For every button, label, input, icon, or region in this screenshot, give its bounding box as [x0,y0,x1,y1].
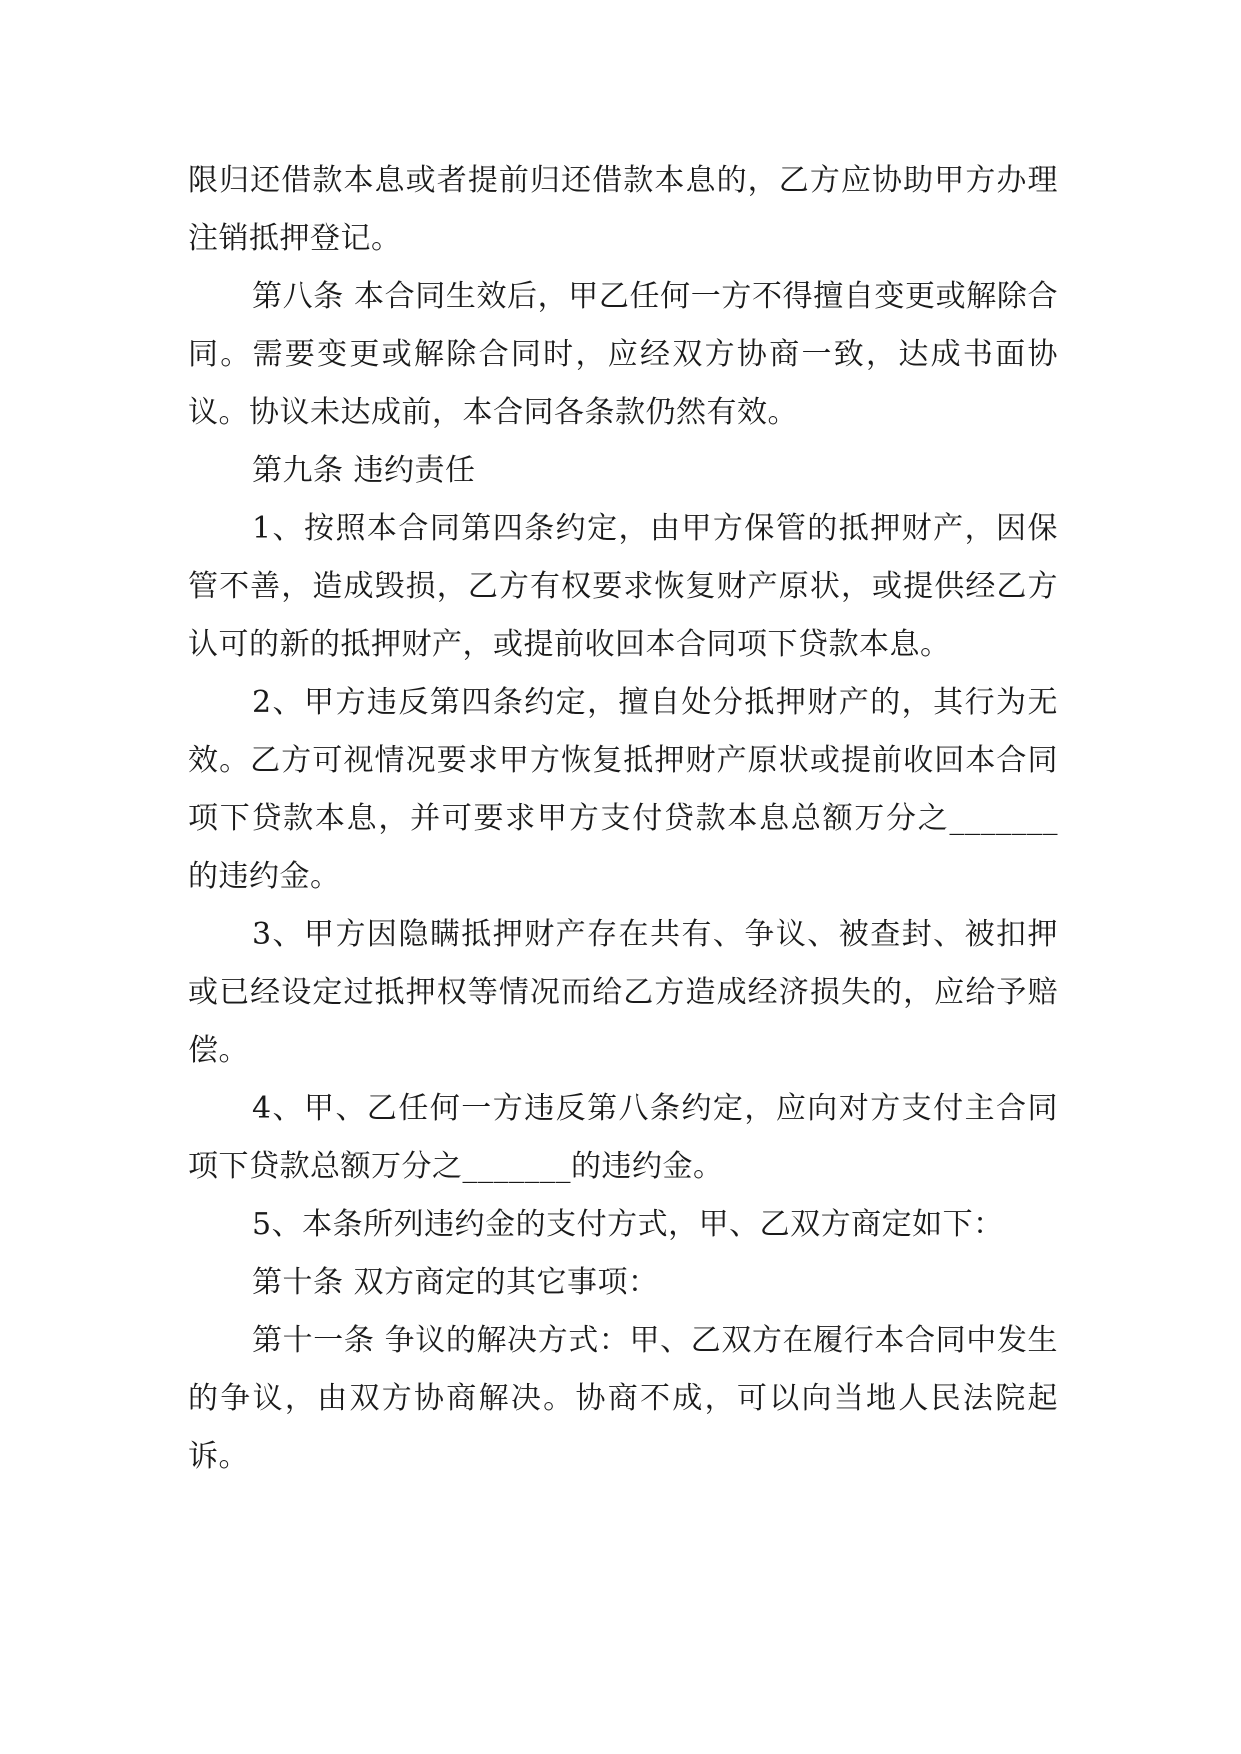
paragraph-clause-3: 3、甲方因隐瞒抵押财产存在共有、争议、被查封、被扣押或已经设定过抵押权等情况而给乙方造成经济损失的，应给予赔偿。 [188,917,1058,1068]
paragraph-clause-2: 2、甲方违反第四条约定，擅自处分抵押财产的，其行为无效。乙方可视情况要求甲方恢复抵押财产原状或提前收回本合同项下贷款本息，并可要求甲方支付贷款本息总额万分之_______的违约金。 [188,685,1058,894]
paragraph-clause-4: 4、甲、乙任何一方违反第八条约定，应向对方支付主合同项下贷款总额万分之_______的违约金。 [188,1091,1058,1184]
document-body [188,152,1058,1486]
paragraph-article-11: 第十一条 争议的解决方式：甲、乙双方在履行本合同中发生的争议，由双方协商解决。协商不成，可以向当地人民法院起诉。 [188,1323,1058,1474]
paragraph-clause-5: 5、本条所列违约金的支付方式，甲、乙双方商定如下： [252,1207,1004,1242]
paragraph-clause-1: 1、按照本合同第四条约定，由甲方保管的抵押财产，因保管不善，造成毁损，乙方有权要求恢复财产原状，或提供经乙方认可的新的抵押财产，或提前收回本合同项下贷款本息。 [188,511,1058,662]
paragraph-continuation: 限归还借款本息或者提前归还借款本息的，乙方应协助甲方办理注销抵押登记。 [188,163,1058,256]
paragraph-article-8: 第八条 本合同生效后，甲乙任何一方不得擅自变更或解除合同。需要变更或解除合同时，应经双方协商一致，达成书面协议。协议未达成前，本合同各条款仍然有效。 [188,279,1058,430]
heading-article-9: 第九条 违约责任 [252,453,476,488]
heading-article-10: 第十条 双方商定的其它事项： [252,1265,659,1300]
